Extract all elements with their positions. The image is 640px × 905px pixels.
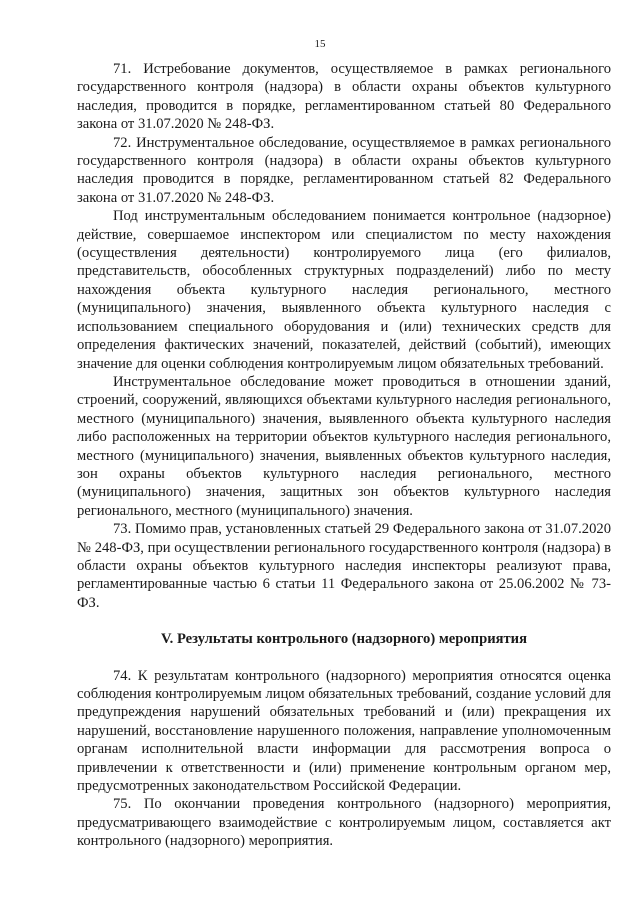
paragraph-instrumental-definition: Под инструментальным обследованием понимается контрольное (надзорное) действие, совершаемое инспектором или специалистом по месту нахождения (осуществления деятельности) контролируемого лица (его филиалов, представительств, обособленных структурных подразделений) либо по месту нахождения объекта культурного наследия регионального, местного (муниципального) значения, выявленного объекта культурного наследия с использованием специального оборудования и (или) технических средств для определения фактических значений, показателей, действий (событий), имеющих значение для оценки соблюдения контролируемым лицом обязательных требований. [77, 208, 611, 372]
section-heading: V. Результаты контрольного (надзорного) мероприятия [160, 631, 527, 648]
paragraph-71: 71. Истребование документов, осуществляемое в рамках регионального государственного контроля (надзора) в области охраны объектов культурного наследия, проводится в порядке, регламентированном статьей 80 Федерального закона от 31.07.2020 № 248-ФЗ. [77, 61, 611, 133]
paragraph-73: 73. Помимо прав, установленных статьей 29 Федерального закона от 31.07.2020 № 248-ФЗ, при осуществлении регионального государственного контроля (надзора) в области охраны объектов культурного наследия инспекторы реализуют права, регламентированные частью 6 статьи 11 Федерального закона от 25.06.2002 № 73-ФЗ. [77, 521, 611, 611]
paragraph-75: 75. По окончании проведения контрольного (надзорного) мероприятия, предусматривающего взаимодействие с контролируемым лицом, составляется акт контрольного (надзорного) мероприятия. [77, 796, 611, 850]
page-number: 15 [314, 38, 326, 50]
paragraph-74: 74. К результатам контрольного (надзорного) мероприятия относятся оценка соблюдения контролируемым лицом обязательных требований, создание условий для предупреждения нарушений обязательных требований и (или) прекращения их нарушений, восстановление нарушенного положения, направление уполномоченным органам исполнительной власти информации для рассмотрения вопроса о привлечении к ответственности и (или) применение контрольным органом мер, предусмотренных законодательством Российской Федерации. [77, 667, 611, 795]
paragraph-72: 72. Инструментальное обследование, осуществляемое в рамках регионального государственного контроля (надзора) в области охраны объектов культурного наследия проводится в порядке, регламентированном статьей 82 Федерального закона от 31.07.2020 № 248-ФЗ. [77, 134, 611, 206]
document-body [77, 60, 611, 851]
paragraph-instrumental-scope: Инструментальное обследование может проводиться в отношении зданий, строений, сооружений, являющихся объектами культурного наследия регионального, местного (муниципального) значения, выявленного объекта культурного наследия либо расположенных на территории объектов культурного наследия регионального, местного (муниципального) значения, выявленных объектов культурного наследия, зон охраны объектов культурного наследия регионального, местного (муниципального) значения, защитных зон объектов культурного наследия регионального, местного (муниципального) значения. [77, 373, 611, 519]
